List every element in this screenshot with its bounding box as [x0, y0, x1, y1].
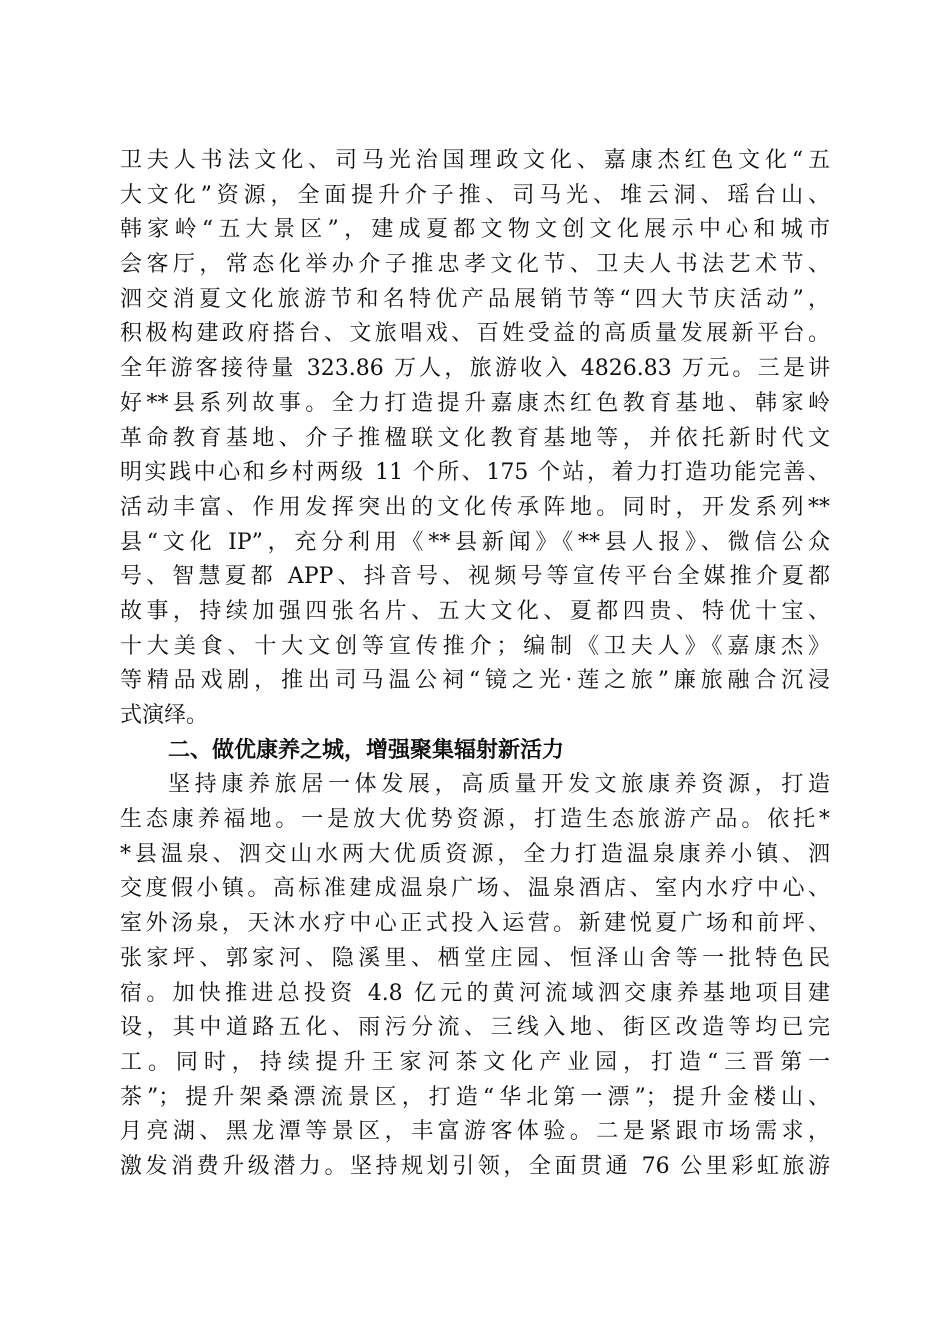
paragraph-line: 宿。加快推进总投资 4.8 亿元的黄河流域泗交康养基地项目建 — [120, 980, 830, 1006]
paragraph-line: 明实践中心和乡村两级 11 个所、175 个站，着力打造功能完善、 — [120, 460, 830, 486]
paragraph-line: 等精品戏剧，推出司马温公祠“镜之光·莲之旅”廉旅融合沉浸 — [120, 668, 830, 694]
paragraph-line: 激发消费升级潜力。坚持规划引领，全面贯通 76 公里彩虹旅游 — [120, 1153, 830, 1179]
paragraph-line: 茶”；提升架桑漂流景区，打造“华北第一漂”；提升金楼山、 — [120, 1084, 830, 1110]
paragraph-line: 活动丰富、作用发挥突出的文化传承阵地。同时，开发系列** — [120, 494, 830, 520]
paragraph-line: 式演绎。 — [120, 703, 209, 728]
paragraph-line: 韩家岭“五大景区”，建成夏都文物文创文化展示中心和城市 — [120, 217, 830, 243]
paragraph-line: 积极构建政府搭台、文旅唱戏、百姓受益的高质量发展新平台。 — [120, 321, 830, 347]
paragraph-line: 大文化”资源，全面提升介子推、司马光、堆云洞、瑶台山、 — [120, 182, 830, 208]
paragraph-line: 交度假小镇。高标准建成温泉广场、温泉酒店、室内水疗中心、 — [120, 876, 830, 902]
paragraph-line: 生态康养福地。一是放大优势资源，打造生态旅游产品。依托* — [120, 807, 830, 833]
paragraph-line: 故事，持续加强四张名片、五大文化、夏都四贵、特优十宝、 — [120, 598, 830, 624]
paragraph-line: 工。同时，持续提升王家河茶文化产业园，打造“三晋第一 — [120, 1049, 830, 1075]
paragraph-line: 张家坪、郭家河、隐溪里、栖堂庄园、恒泽山舍等一批特色民 — [120, 945, 830, 971]
paragraph-line: 卫夫人书法文化、司马光治国理政文化、嘉康杰红色文化“五 — [120, 148, 830, 173]
paragraph-line: 会客厅，常态化举办介子推忠孝文化节、卫夫人书法艺术节、 — [120, 252, 830, 278]
paragraph-line: 全年游客接待量 323.86 万人，旅游收入 4826.83 万元。三是讲 — [120, 356, 830, 382]
section-heading: 二、做优康养之城，增强聚集辐射新活力 — [168, 737, 565, 763]
paragraph-line: 号、智慧夏都 APP、抖音号、视频号等宣传平台全媒推介夏都 — [120, 564, 830, 590]
paragraph-line: 泗交消夏文化旅游节和名特优产品展销节等“四大节庆活动”， — [120, 286, 830, 312]
paragraph-line: 坚持康养旅居一体发展，高质量开发文旅康养资源，打造 — [168, 772, 830, 798]
paragraph-line: 好**县系列故事。全力打造提升嘉康杰红色教育基地、韩家岭 — [120, 390, 830, 416]
paragraph-line: 月亮湖、黑龙潭等景区，丰富游客体验。二是紧跟市场需求， — [120, 1119, 830, 1145]
paragraph-line: 十大美食、十大文创等宣传推介；编制《卫夫人》《嘉康杰》 — [120, 633, 830, 659]
paragraph-line: 县“文化 IP”，充分利用《**县新闻》《**县人报》、微信公众 — [120, 529, 830, 555]
paragraph-line: *县温泉、泗交山水两大优质资源，全力打造温泉康养小镇、泗 — [120, 841, 830, 867]
paragraph-line: 室外汤泉，天沐水疗中心正式投入运营。新建悦夏广场和前坪、 — [120, 911, 830, 937]
paragraph-line: 设，其中道路五化、雨污分流、三线入地、街区改造等均已完 — [120, 1015, 830, 1041]
body-text — [120, 144, 830, 1185]
paragraph-line: 革命教育基地、介子推楹联文化教育基地等，并依托新时代文 — [120, 425, 830, 451]
